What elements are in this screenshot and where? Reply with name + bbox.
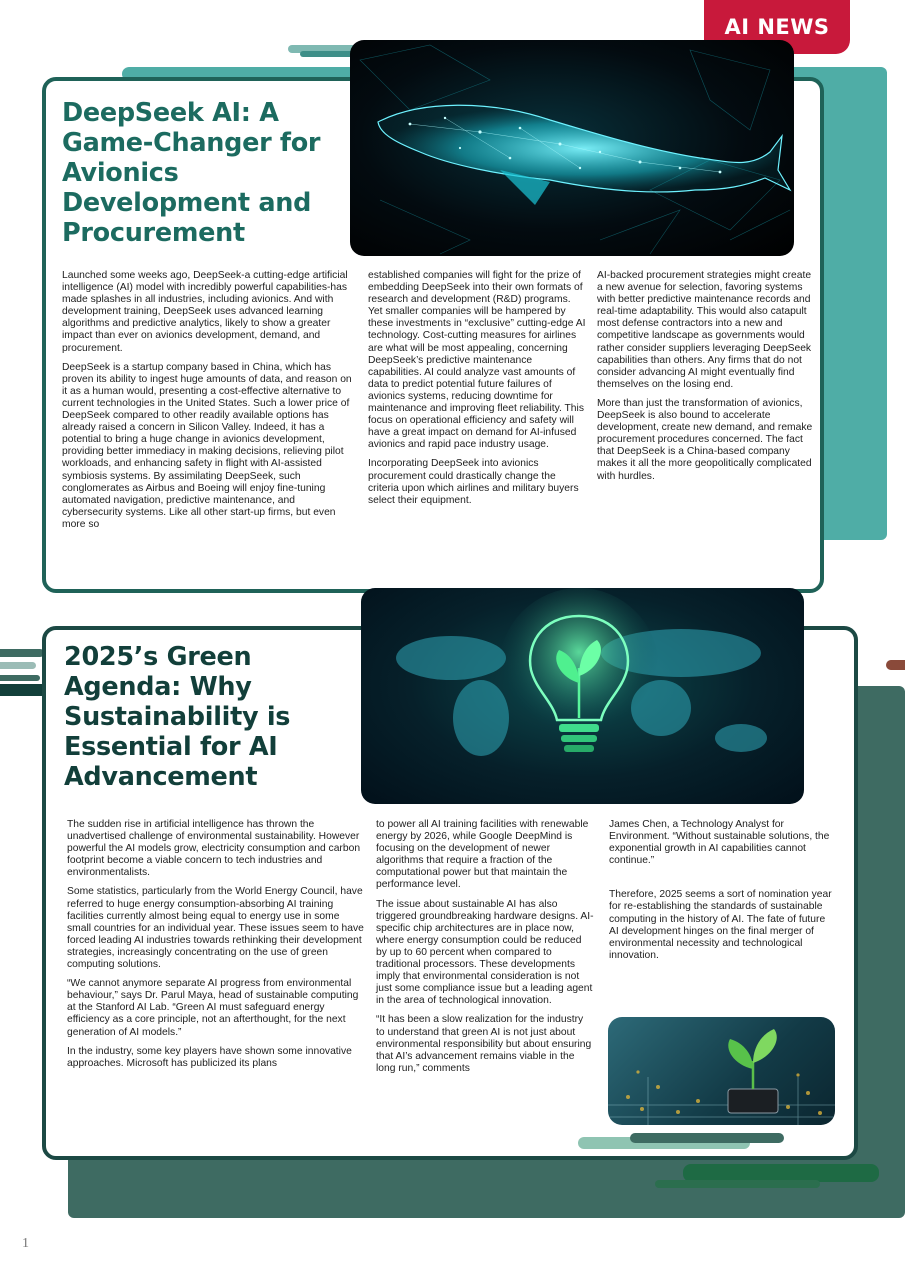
- whale-network-image: [350, 40, 794, 256]
- article-1-column-1: [62, 270, 354, 538]
- green-lightbulb-image: [361, 588, 804, 804]
- decor-left-stripe-3: [0, 675, 40, 681]
- lightbulb-icon: [361, 588, 804, 804]
- paragraph: In the industry, some key players have shown some innovative approaches. Microsoft has publicized its plans: [67, 1045, 352, 1069]
- article-2-column-2: [376, 819, 594, 1082]
- article-2-column-1: [67, 819, 365, 1077]
- paragraph: Therefore, 2025 seems a sort of nomination year for re-establishing the standards of sustainable computing in the history of AI. The fate of future AI development hinges on the final merger of environmental necessity and technological innovation.: [609, 889, 832, 961]
- decor-left-stripe-1: [0, 649, 44, 657]
- article-1-title: DeepSeek AI: A Game-Changer for Avionics Development and Procurement: [62, 98, 321, 248]
- paragraph: “We cannot anymore separate AI progress from environmental behaviour,” says Dr. Parul Maya, head of sustainable computing at the Stanford AI Lab. “Green AI must safeguard energy efficiency as a core principle, not an afterthought, for the next generation of AI models.”: [67, 978, 359, 1038]
- section-tag: AI NEWS: [704, 0, 850, 54]
- decor-card2-bar-2: [630, 1133, 784, 1143]
- paragraph: Launched some weeks ago, DeepSeek-a cutting-edge artificial intelligence (AI) model with incredibly powerful capabilities-has made splashes in all industries, including avionics. And with development training, DeepSeek uses advanced learning algorithms and predictive analytics, likely to show a greater impact than ever on avionics development, demand, and procurement.: [62, 270, 348, 354]
- whale-icon: [350, 40, 794, 256]
- paragraph: AI-backed procurement strategies might create a new avenue for selection, favoring systems with better predictive maintenance records and real-time adaptability. This would also catapult most defense contractors into a new and competitive landscape as governments would rather consider suppliers leveraging DeepSeek capabilities than others. Any firms that do not consider advancing AI might eventually find themselves on the losing end.: [597, 270, 812, 390]
- paragraph: The issue about sustainable AI has also triggered groundbreaking hardware designs. AI-specific chip architectures are in place now, where energy consumption could be reduced by up to 60 percent when compared to traditional processors. These developments imply that environmental consideration is not just some compliance issue but a leading agent in the area of technological innovation.: [376, 898, 594, 1007]
- decor-right-nub: [886, 660, 905, 670]
- decor-bottom-bar-2: [655, 1180, 820, 1188]
- paragraph: DeepSeek is a startup company based in China, which has proven its ability to ingest huge amounts of data, and reason on it as a human would, presenting a cost-effective alternative to current technologies in the United States. Such a lower price of DeepSeek compared to other readily available options has already raised a concern in Silicon Valley. Indeed, it has a potential to bring a huge change in avionics development, providing better immediacy in making decisions, relieving pilot workloads, and enhancing safety in flight with AI-assisted symbiosis systems. By assimilating DeepSeek, such conglomerates as Airbus and Boeing will enjoy fine-tuning automated navigation, predictive maintenance, and cybersecurity systems. Like all other start-up firms, but even more so: [62, 361, 352, 530]
- article-1-column-2: [368, 270, 586, 514]
- paragraph: James Chen, a Technology Analyst for Environment. “Without sustainable solutions, the exponential growth in AI capabilities cannot continue.”: [609, 819, 830, 867]
- circuit-sprout-image: [608, 1017, 835, 1125]
- paragraph: Incorporating DeepSeek into avionics procurement could drastically change the criteria upon which airlines and military buyers select their equipment.: [368, 458, 579, 506]
- paragraph: “It has been a slow realization for the industry to understand that green AI is not just about environmental responsibility but about ensuring that AI’s advancement remains viable in the long run,” comments: [376, 1014, 592, 1074]
- decor-left-stripe-2: [0, 662, 36, 669]
- paragraph: established companies will fight for the prize of embedding DeepSeek into their own formats of research and development (R&D) programs. Yet smaller companies will be hampered by these investments in “exclusive” cutting-edge AI technology. Cost-cutting measures for airlines are what will be most appealing, concerning DeepSeek’s predictive maintenance capabilities. AI could analyze vast amounts of data to predict potential future failures of avionics systems, reducing downtime for maintenance and improving fleet reliability. This focus on operational efficiency and safety will have a great impact on demand for AI-infused avionics and rapid pace industry usage.: [368, 270, 586, 451]
- article-2-column-3: [609, 819, 835, 969]
- paragraph: The sudden rise in artificial intelligence has thrown the unadvertised challenge of environmental sustainability. However powerful the AI models grow, electricity consumption and carbon footprint become a viable concern to tech industries and environmentalists.: [67, 819, 361, 879]
- article-1-column-3: [597, 270, 815, 490]
- article-2-title: 2025’s Green Agenda: Why Sustainability is Essential for AI Advancement: [64, 642, 291, 792]
- paragraph: Some statistics, particularly from the World Energy Council, have referred to huge energy consumption-absorbing AI training facilities currently almost being equal to energy use in some small countries for an individual year. These issues seem to have forced leading AI industries towards rethinking their development strategies, increasingly concentrating on the use of green computing solutions.: [67, 886, 364, 971]
- paragraph: More than just the transformation of avionics, DeepSeek is also bound to accelerate development, create new demand, and remake procurement procedures concerned. The fact that DeepSeek is a China-based company makes it all the more geopolitically complicated with hurdles.: [597, 397, 813, 482]
- page-number: 1: [22, 1236, 29, 1251]
- sprout-chip-icon: [608, 1017, 835, 1125]
- paragraph: to power all AI training facilities with renewable energy by 2026, while Google DeepMind is focusing on the development of newer algorithms that require a fraction of the computational power but that maintain the performance level.: [376, 819, 589, 891]
